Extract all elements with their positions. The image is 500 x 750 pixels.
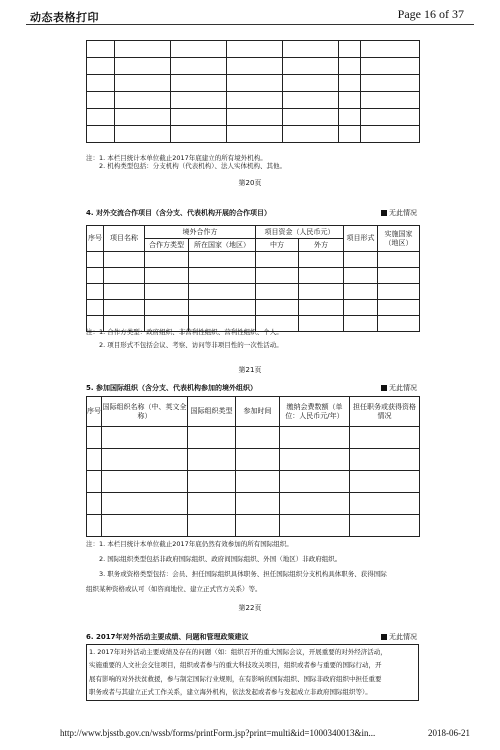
col-partner: 境外合作方	[145, 226, 256, 239]
overseas-institutions-table	[86, 40, 420, 143]
col-fee: 缴纳会费数额（单位：人民币元/年）	[280, 397, 350, 427]
page-label-21: 第21页	[238, 366, 262, 374]
table-row	[87, 515, 420, 537]
col-partner-type: 合作方类型	[145, 239, 189, 252]
table-row	[87, 92, 420, 109]
col-role: 担任职务或获得资格情况	[350, 397, 420, 427]
page-label-20: 第20页	[238, 179, 262, 187]
col-seq: 序号	[87, 226, 104, 252]
s4-notes	[86, 328, 283, 349]
table-row	[87, 126, 420, 143]
col-org-name: 国际组织名称（中、英文全称）	[102, 397, 188, 427]
note-line: 注：1. 本栏目统计本单位截止2017年底仍然有效参加的所有国际组织。	[86, 540, 293, 548]
col-join-time: 参加时间	[236, 397, 280, 427]
print-footer	[60, 728, 470, 738]
col-name: 项目名称	[104, 226, 145, 252]
note-line: 2. 国际组织类型包括非政府国际组织、政府间国际组织、外国（地区）非政府组织。	[99, 555, 342, 563]
table-row	[87, 300, 420, 316]
s5-notes	[86, 540, 419, 593]
checkbox-filled-icon	[381, 210, 387, 216]
checkbox-filled-icon	[381, 634, 387, 640]
col-funds: 项目资金（人民币元）	[256, 226, 344, 239]
table-row	[87, 268, 420, 284]
col-funds-foreign: 外方	[299, 239, 344, 252]
footer-date: 2018-06-21	[428, 728, 470, 738]
col-partner-country: 所在国家（地区）	[189, 239, 256, 252]
table-row	[87, 493, 420, 515]
summary-line: 实施重要的人文社会交往项目，组织或者参与的重大科技攻关项目，组织或者参与重要的国际行动，开	[89, 661, 382, 670]
note-line: 组织某种资格或认可（如咨商地位、建立正式官方关系）等。	[86, 585, 262, 593]
section-6-title: 6. 2017年对外活动主要成绩、问题和管理政策建议	[86, 633, 249, 641]
t20-notes	[86, 154, 286, 170]
table-row	[87, 471, 420, 493]
col-form: 项目形式	[344, 226, 378, 252]
col-seq: 序号	[87, 397, 102, 427]
table-row	[87, 109, 420, 126]
table-row	[87, 58, 420, 75]
section-4-none	[381, 208, 417, 218]
checkbox-filled-icon	[381, 385, 387, 391]
note-line: 2. 项目形式不包括会议、考察、访问等非项目性的一次性活动。	[99, 341, 283, 349]
activity-summary-box	[86, 644, 419, 701]
summary-line: 1. 2017年对外活动主要成绩及存在的问题（如：组织召开的重大国际会议，开展重要的对外经济活动，	[89, 648, 387, 656]
table-row	[87, 41, 420, 58]
col-funds-cn: 中方	[256, 239, 299, 252]
header-divider	[26, 24, 474, 25]
section-6-none	[381, 632, 417, 642]
page-header-title: 动态表格打印	[30, 11, 99, 24]
table-row	[87, 252, 420, 268]
section-4-title: 4. 对外交流合作项目（含分支、代表机构开展的合作项目）	[86, 209, 271, 217]
section-5-title: 5. 参加国际组织（含分支、代表机构参加的境外组织）	[86, 384, 257, 392]
none-label: 无此情况	[389, 633, 417, 641]
table-row	[87, 75, 420, 92]
table-row	[87, 427, 420, 449]
col-org-type: 国际组织类型	[188, 397, 236, 427]
section-5-none	[381, 383, 417, 393]
note-line: 3. 职务或资格类型包括：会员、担任国际组织具体职务、担任国际组织分支机构具体职务、获得国际	[99, 570, 387, 578]
page-label-22: 第22页	[238, 604, 262, 612]
note-line: 注：1. 合作方类型：政府组织、非营利性组织、营利性组织、个人。	[86, 328, 283, 336]
none-label: 无此情况	[389, 384, 417, 392]
international-orgs-table	[86, 396, 420, 537]
summary-line: 展有影响的对外扶贫救援，参与制定国际行业规则，在有影响的国际组织、国际非政府组织中担任重要	[89, 674, 382, 683]
footer-url[interactable]: http://www.bjsstb.gov.cn/wssb/forms/printForm.jsp?print=multi&id=1000340013&in...	[60, 728, 376, 738]
none-label: 无此情况	[389, 209, 417, 217]
cooperation-projects-table	[86, 225, 420, 332]
note-line: 2. 机构类型包括：分支机构（代表机构）、法人实体机构、其他。	[99, 162, 287, 170]
summary-line: 职务或者与其建立正式工作关系，建立海外机构，依法发起或者参与发起成立非政府国际组织等）。	[89, 687, 372, 696]
col-country: 实施国家（地区）	[378, 226, 420, 252]
page-number: Page 16 of 37	[397, 7, 464, 21]
note-line: 注：1. 本栏目统计本单位截止2017年底建立的所有境外机构。	[86, 154, 267, 162]
table-row	[87, 449, 420, 471]
table-row	[87, 284, 420, 300]
